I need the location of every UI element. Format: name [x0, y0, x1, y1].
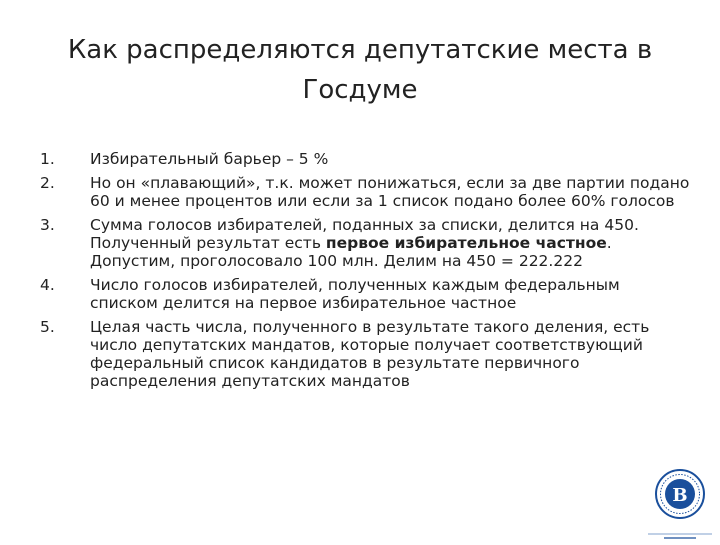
list-item-number: 2.	[40, 174, 55, 192]
numbered-point-list	[40, 150, 690, 396]
list-item	[40, 318, 690, 390]
list-item-text: Избирательный барьер – 5 %	[90, 150, 329, 168]
list-item-text: Число голосов избирателей, полученных каждым федеральным списком делится на первое избирательное частное	[90, 276, 620, 312]
list-item-number: 3.	[40, 216, 55, 234]
list-item-number: 4.	[40, 276, 55, 294]
list-item-number: 1.	[40, 150, 55, 168]
logo-letter: В	[672, 485, 688, 506]
list-item	[40, 276, 690, 312]
list-item-text: Но он «плавающий», т.к. может понижаться, если за две партии подано 60 и менее процентов или если за 1 список подано более 60% голосов	[90, 174, 690, 210]
logo-caption-decoration	[640, 526, 720, 536]
list-item-text-part: Сумма голосов избирателей, поданных за списки, делится на 450. Полученный результат есть	[90, 216, 639, 252]
list-item-number: 5.	[40, 318, 55, 336]
slide-title	[40, 30, 680, 110]
list-item	[40, 150, 690, 168]
slide-title-line-1: Как распределяются депутатские места в	[67, 35, 653, 65]
list-item	[40, 216, 690, 270]
bold-term: первое избирательное частное	[325, 234, 607, 252]
list-item-text: Целая часть числа, полученного в результате такого деления, есть число депутатских мандатов, которые получает соответствующий федеральный список кандидатов в результате первичного распределения депутатских мандатов	[90, 318, 650, 390]
list-item-text	[90, 216, 690, 270]
logo-emblem	[653, 465, 707, 525]
slide-title-line-2: Госдуме	[302, 75, 418, 105]
list-item-text-part: . Допустим, проголосовало 100 млн. Делим на 450 = 222.222	[90, 234, 612, 270]
list-item	[40, 174, 690, 210]
